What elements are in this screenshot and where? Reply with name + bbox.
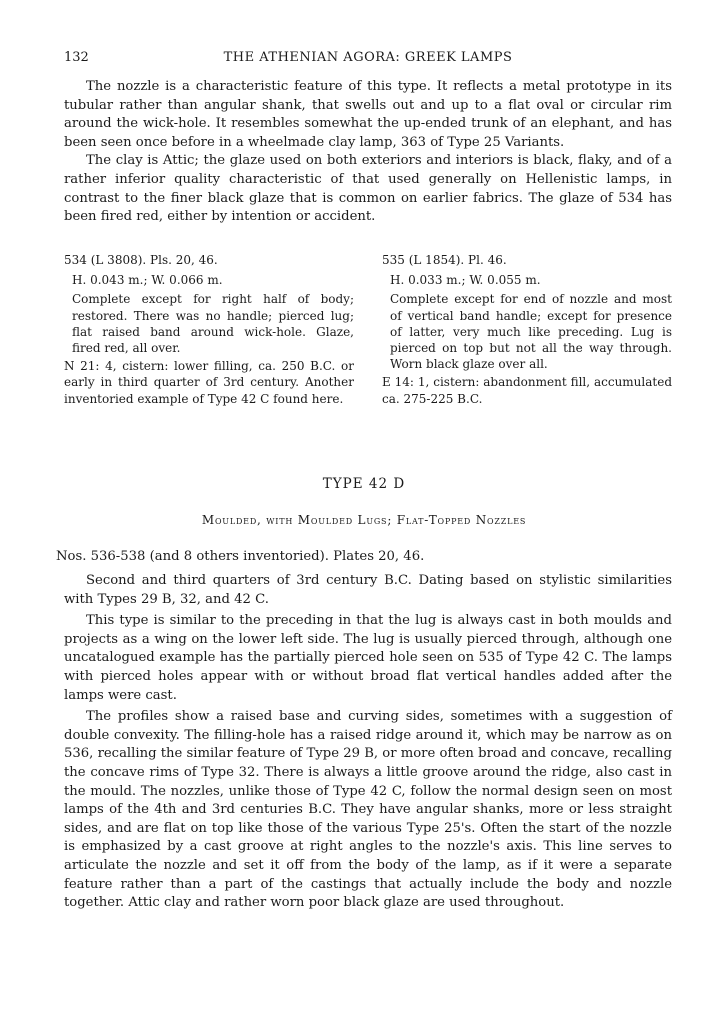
catalog-description: Complete except for right half of body; restored. There was no handle; pierced lug; flat raised band around wick-hole. Glaze, fired red, all over.	[72, 292, 354, 356]
catalog-heading: 534 (L 3808). Pls. 20, 46.	[64, 253, 218, 267]
intro-paragraph: The clay is Attic; the glaze used on both exteriors and interiors is black, flaky, and of a rather inferior quality characteristic of that used generally on Hellenistic lamps, in contrast to the finer black glaze that is common on earlier fabrics. The glaze of 534 has been fired red, either by intention or accident.	[64, 153, 672, 225]
catalog-description: Complete except for end of nozzle and most of vertical band handle; except for presence of latter, very much like preceding. Lug is pierced on top but not all the way through. Worn black glaze over all.	[390, 292, 672, 372]
intro-text	[64, 78, 672, 227]
page-number: 132	[64, 50, 89, 65]
section-title: TYPE 42 D	[322, 476, 406, 492]
catalog-entry-534	[64, 252, 354, 407]
catalog-entries	[64, 252, 672, 417]
running-title: THE ATHENIAN AGORA: GREEK LAMPS	[223, 50, 513, 65]
page-header	[64, 50, 672, 70]
catalog-dimensions: H. 0.033 m.; W. 0.055 m.	[390, 273, 541, 288]
catalog-dimensions: H. 0.043 m.; W. 0.066 m.	[72, 273, 223, 288]
catalog-context: E 14: 1, cistern: abandonment fill, accumulated ca. 275-225 B.C.	[382, 375, 672, 406]
body-paragraph: This type is similar to the preceding in that the lug is always cast in both moulds and projects as a wing on the lower left side. The lug is usually pierced through, although one uncatalogued example has the partially pierced hole seen on 535 of Type 42 C. The lamps with pierced holes appear with or without broad flat vertical handles added after the lamps were cast.	[64, 613, 672, 703]
section-subtitle: Moulded, with Moulded Lugs; Flat-Topped Nozzles	[201, 513, 527, 527]
intro-paragraph: The nozzle is a characteristic feature of this type. It reflects a metal prototype in its tubular rather than angular shank, that swells out and up to a flat oval or circular rim around the wick-hole. It resembles somewhat the up-ended trunk of an elephant, and has been seen once before in a wheelmade clay lamp, 363 of Type 25 Variants.	[64, 79, 672, 150]
catalog-entry-535	[382, 252, 672, 407]
body-paragraph: Second and third quarters of 3rd century B.C. Dating based on stylistic similarities with Types 29 B, 32, and 42 C.	[64, 573, 672, 607]
body-paragraph: The profiles show a raised base and curving sides, sometimes with a suggestion of double convexity. The filling-hole has a raised ridge around it, which may be narrow as on 536, recalling the similar feature of Type 29 B, or more often broad and concave, recalling the concave rims of Type 32. There is always a little groove around the ridge, also cast in the mould. The nozzles, unlike those of Type 42 C, follow the normal design seen on most lamps of the 4th and 3rd centuries B.C. They have angular shanks, more or less straight sides, and are flat on top like those of the various Type 25's. Often the start of the nozzle is emphasized by a cast groove at right angles to the nozzle's axis. This line serves to articulate the nozzle and set it off from the body of the lamp, as if it were a separate feature rather than a part of the castings that actually include the body and nozzle together. Attic clay and rather worn poor black glaze are used throughout.	[64, 709, 672, 911]
catalog-heading: 535 (L 1854). Pl. 46.	[382, 253, 507, 267]
catalog-numbers-line: Nos. 536-538 (and 8 others inventoried). Plates 20, 46.	[56, 549, 425, 564]
section-body-text	[64, 572, 672, 916]
catalog-context: N 21: 4, cistern: lower filling, ca. 250 B.C. or early in third quarter of 3rd century. Another inventoried example of Type 42 C found here.	[64, 359, 354, 406]
